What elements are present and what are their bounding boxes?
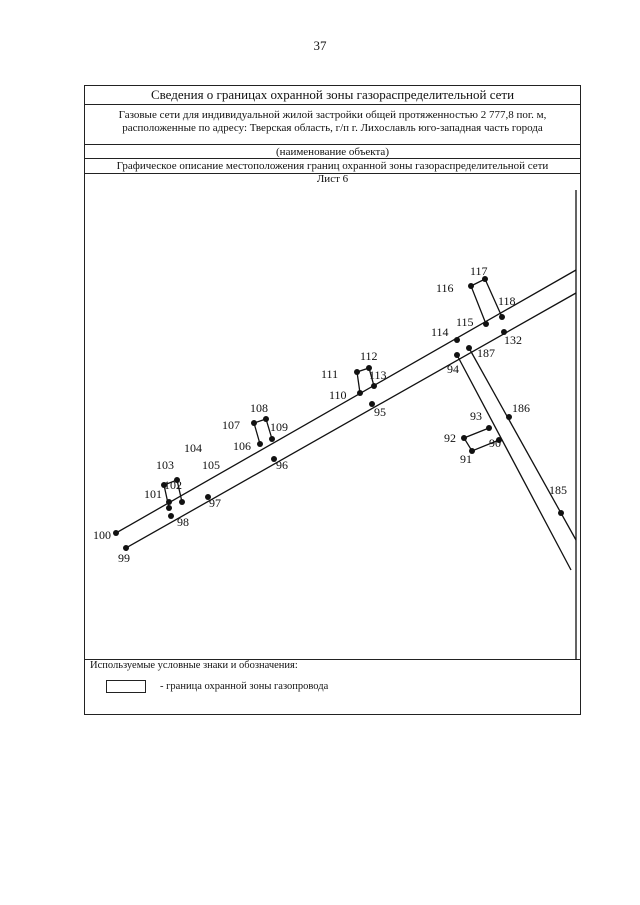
point-115 bbox=[483, 321, 489, 327]
points-layer bbox=[113, 276, 564, 551]
point-98 bbox=[168, 513, 174, 519]
boundary-lines bbox=[116, 190, 576, 660]
label-113: 113 bbox=[369, 368, 387, 382]
label-94: 94 bbox=[447, 362, 459, 376]
boundary-plan bbox=[84, 180, 581, 660]
page-title: Сведения о границах охранной зоны газораспределительной сети bbox=[150, 87, 515, 102]
label-110: 110 bbox=[329, 388, 347, 402]
label-105: 105 bbox=[202, 458, 220, 472]
legend-caption: Используемые условные знаки и обозначения: bbox=[90, 660, 298, 671]
point-102 bbox=[166, 505, 172, 511]
point-100 bbox=[113, 530, 119, 536]
object-line-2: расположенные по адресу: Тверская область, г/п г. Лихославль юго-западная часть города bbox=[122, 122, 543, 134]
label-90: 90 bbox=[489, 436, 501, 450]
branch-line-left bbox=[457, 355, 571, 570]
point-118 bbox=[499, 314, 505, 320]
point-108 bbox=[263, 416, 269, 422]
point-113 bbox=[371, 383, 377, 389]
point-116 bbox=[468, 283, 474, 289]
point-111 bbox=[354, 369, 360, 375]
corridor-line-lower bbox=[126, 293, 576, 548]
legend-item-text: - граница охранной зоны газопровода bbox=[160, 681, 329, 692]
label-101: 101 bbox=[144, 487, 162, 501]
label-187: 187 bbox=[477, 346, 495, 360]
object-line-1: Газовые сети для индивидуальной жилой застройки общей протяженностью 2 777,8 пог. м, bbox=[118, 109, 547, 121]
label-93: 93 bbox=[470, 409, 482, 423]
label-92: 92 bbox=[444, 431, 456, 445]
sheet-label: Лист 6 bbox=[316, 173, 349, 185]
label-108: 108 bbox=[250, 401, 268, 415]
label-118: 118 bbox=[498, 294, 516, 308]
label-102: 102 bbox=[164, 478, 182, 492]
point-109 bbox=[269, 436, 275, 442]
label-115: 115 bbox=[456, 315, 474, 329]
point-92 bbox=[461, 435, 467, 441]
point-187 bbox=[466, 345, 472, 351]
point-107 bbox=[251, 420, 257, 426]
label-109: 109 bbox=[270, 420, 288, 434]
point-labels bbox=[93, 264, 567, 565]
label-106: 106 bbox=[233, 439, 251, 453]
point-114 bbox=[454, 337, 460, 343]
divider bbox=[85, 144, 580, 145]
label-98: 98 bbox=[177, 515, 189, 529]
label-103: 103 bbox=[156, 458, 174, 472]
label-99: 99 bbox=[118, 551, 130, 565]
label-185: 185 bbox=[549, 483, 567, 497]
label-107: 107 bbox=[222, 418, 240, 432]
label-117: 117 bbox=[470, 264, 488, 278]
label-91: 91 bbox=[460, 452, 472, 466]
point-93 bbox=[486, 425, 492, 431]
label-132: 132 bbox=[504, 333, 522, 347]
point-110 bbox=[357, 390, 363, 396]
point-105 bbox=[179, 499, 185, 505]
label-97: 97 bbox=[209, 496, 221, 510]
label-104: 104 bbox=[184, 441, 202, 455]
label-96: 96 bbox=[276, 458, 288, 472]
point-101 bbox=[166, 499, 172, 505]
label-186: 186 bbox=[512, 401, 530, 415]
label-114: 114 bbox=[431, 325, 449, 339]
label-116: 116 bbox=[436, 281, 454, 295]
point-185 bbox=[558, 510, 564, 516]
legend-symbol bbox=[106, 680, 146, 693]
label-111: 111 bbox=[321, 367, 339, 381]
label-112: 112 bbox=[360, 349, 378, 363]
point-94 bbox=[454, 352, 460, 358]
label-100: 100 bbox=[93, 528, 111, 542]
divider bbox=[85, 158, 580, 159]
page-number: 37 bbox=[313, 38, 327, 53]
label-95: 95 bbox=[374, 405, 386, 419]
object-caption: (наименование объекта) bbox=[276, 146, 389, 158]
divider bbox=[85, 104, 580, 105]
point-106 bbox=[257, 441, 263, 447]
graphic-title: Графическое описание местоположения границ охранной зоны газораспределительной сети bbox=[116, 160, 549, 172]
